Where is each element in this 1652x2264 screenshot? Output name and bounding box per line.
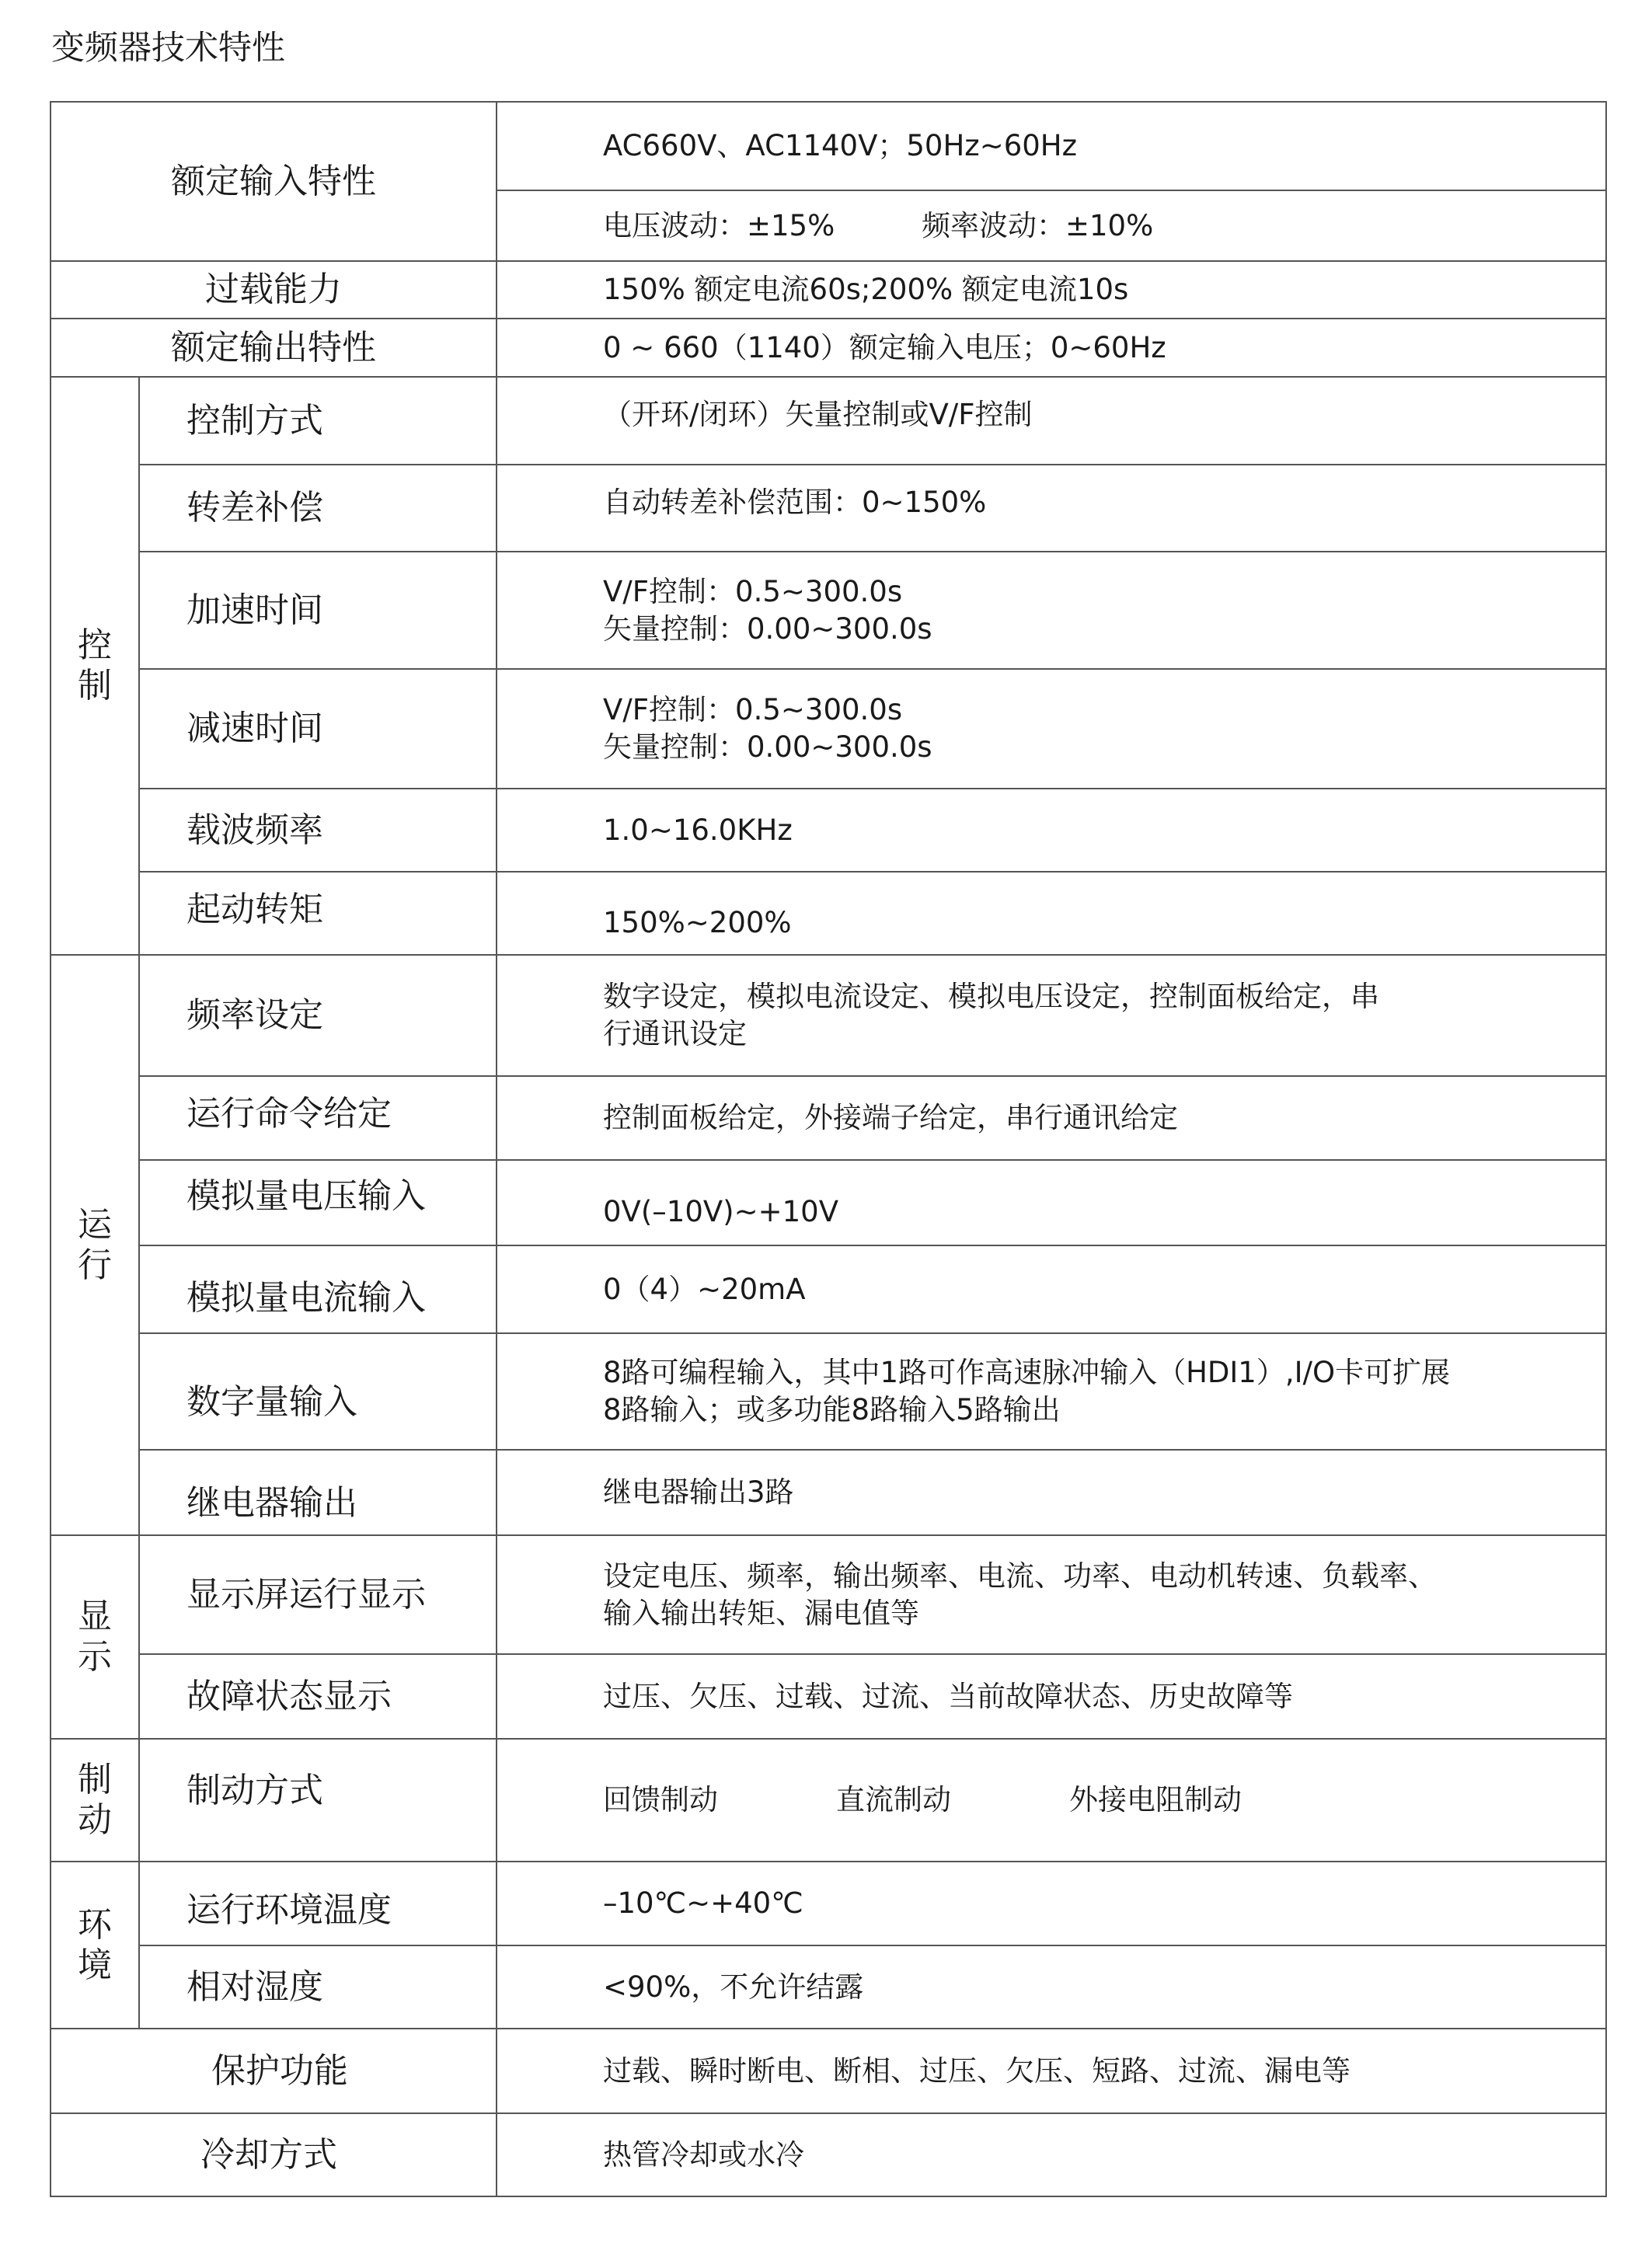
protection-value: 过载、瞬时断电、断相、过压、欠压、短路、过流、漏电等 <box>603 2053 1351 2088</box>
cooling-value: 热管冷却或水冷 <box>603 2137 804 2172</box>
analog-current-input-value: 0（4）~20mA <box>603 1272 806 1306</box>
group-run: 运 行 <box>78 1204 112 1285</box>
ambient-temperature-label: 运行环境温度 <box>186 1890 392 1930</box>
acceleration-time-label: 加速时间 <box>186 590 323 630</box>
group-brake: 制 动 <box>78 1760 112 1840</box>
output-value: 0 ~ 660（1140）额定输入电压；0~60Hz <box>603 330 1166 364</box>
brake-mode-values <box>603 1740 1598 1861</box>
brake-mode-label: 制动方式 <box>186 1771 323 1810</box>
analog-voltage-input-label: 模拟量电压输入 <box>186 1176 426 1216</box>
slip-compensation-label: 转差补偿 <box>186 488 323 528</box>
relay-output-value: 继电器输出3路 <box>603 1475 794 1509</box>
input-label: 额定输入特性 <box>171 161 376 201</box>
run-command-value: 控制面板给定，外接端子给定，串行通讯给定 <box>603 1101 1178 1134</box>
relative-humidity-value: <90%，不允许结露 <box>603 1970 864 2004</box>
frequency-fluctuation: 频率波动：±10% <box>922 208 1154 242</box>
group-divider <box>138 376 140 2028</box>
brake-option: 直流制动 <box>836 1783 951 1816</box>
starting-torque-label: 起动转矩 <box>186 890 323 929</box>
carrier-frequency-value: 1.0~16.0KHz <box>603 813 793 847</box>
control-mode-value: （开环/闭环）矢量控制或V/F控制 <box>603 398 1033 431</box>
deceleration-time-label: 减速时间 <box>186 709 323 748</box>
relay-output-label: 继电器输出 <box>186 1483 357 1523</box>
fault-display-label: 故障状态显示 <box>186 1676 392 1716</box>
overload-label: 过载能力 <box>205 270 342 309</box>
group-environment: 环 境 <box>78 1904 112 1985</box>
slip-compensation-value: 自动转差补偿范围：0~150% <box>603 486 987 519</box>
carrier-frequency-label: 载波频率 <box>186 810 323 850</box>
page-title: 变频器技术特性 <box>51 29 285 68</box>
group-control: 控 制 <box>78 625 112 705</box>
analog-voltage-input-value: 0V(–10V)~+10V <box>603 1195 839 1228</box>
analog-current-input-label: 模拟量电流输入 <box>186 1278 426 1318</box>
display-run-value: 设定电压、频率，输出频率、电流、功率、电动机转速、负载率、 输入输出转矩、漏电值等 <box>603 1559 1437 1630</box>
control-mode-label: 控制方式 <box>186 400 323 441</box>
cooling-label: 冷却方式 <box>200 2134 337 2175</box>
overload-value: 150% 额定电流60s;200% 额定电流10s <box>603 273 1129 306</box>
starting-torque-value: 150%~200% <box>603 906 792 939</box>
protection-label: 保护功能 <box>211 2050 348 2091</box>
deceleration-time-value: V/F控制：0.5~300.0s 矢量控制：0.00~300.0s <box>603 693 932 764</box>
spec-table <box>50 101 1607 2197</box>
frequency-setting-value: 数字设定，模拟电流设定、模拟电压设定，控制面板给定，串 行通讯设定 <box>603 980 1379 1050</box>
display-run-label: 显示屏运行显示 <box>186 1574 426 1614</box>
column-divider <box>496 103 497 2196</box>
digital-input-value: 8路可编程输入，其中1路可作高速脉冲输入（HDI1）,I/O卡可扩展 8路输入；或多功能8路输入5路输出 <box>603 1356 1451 1426</box>
brake-option: 外接电阻制动 <box>1069 1783 1242 1816</box>
acceleration-time-value: V/F控制：0.5~300.0s 矢量控制：0.00~300.0s <box>603 574 932 646</box>
digital-input-label: 数字量输入 <box>186 1382 357 1422</box>
input-value-voltage: AC660V、AC1140V；50Hz~60Hz <box>603 129 1078 162</box>
fault-display-value: 过压、欠压、过载、过流、当前故障状态、历史故障等 <box>603 1679 1293 1713</box>
ambient-temperature-value: –10℃~+40℃ <box>603 1886 803 1920</box>
output-label: 额定输出特性 <box>171 327 376 367</box>
relative-humidity-label: 相对湿度 <box>186 1966 323 2007</box>
group-display: 显 示 <box>78 1597 112 1677</box>
brake-option: 回馈制动 <box>603 1783 718 1816</box>
input-fluctuation <box>603 191 1598 260</box>
frequency-setting-label: 频率设定 <box>186 995 323 1035</box>
voltage-fluctuation: 电压波动：±15% <box>603 208 835 242</box>
run-command-label: 运行命令给定 <box>186 1094 392 1134</box>
